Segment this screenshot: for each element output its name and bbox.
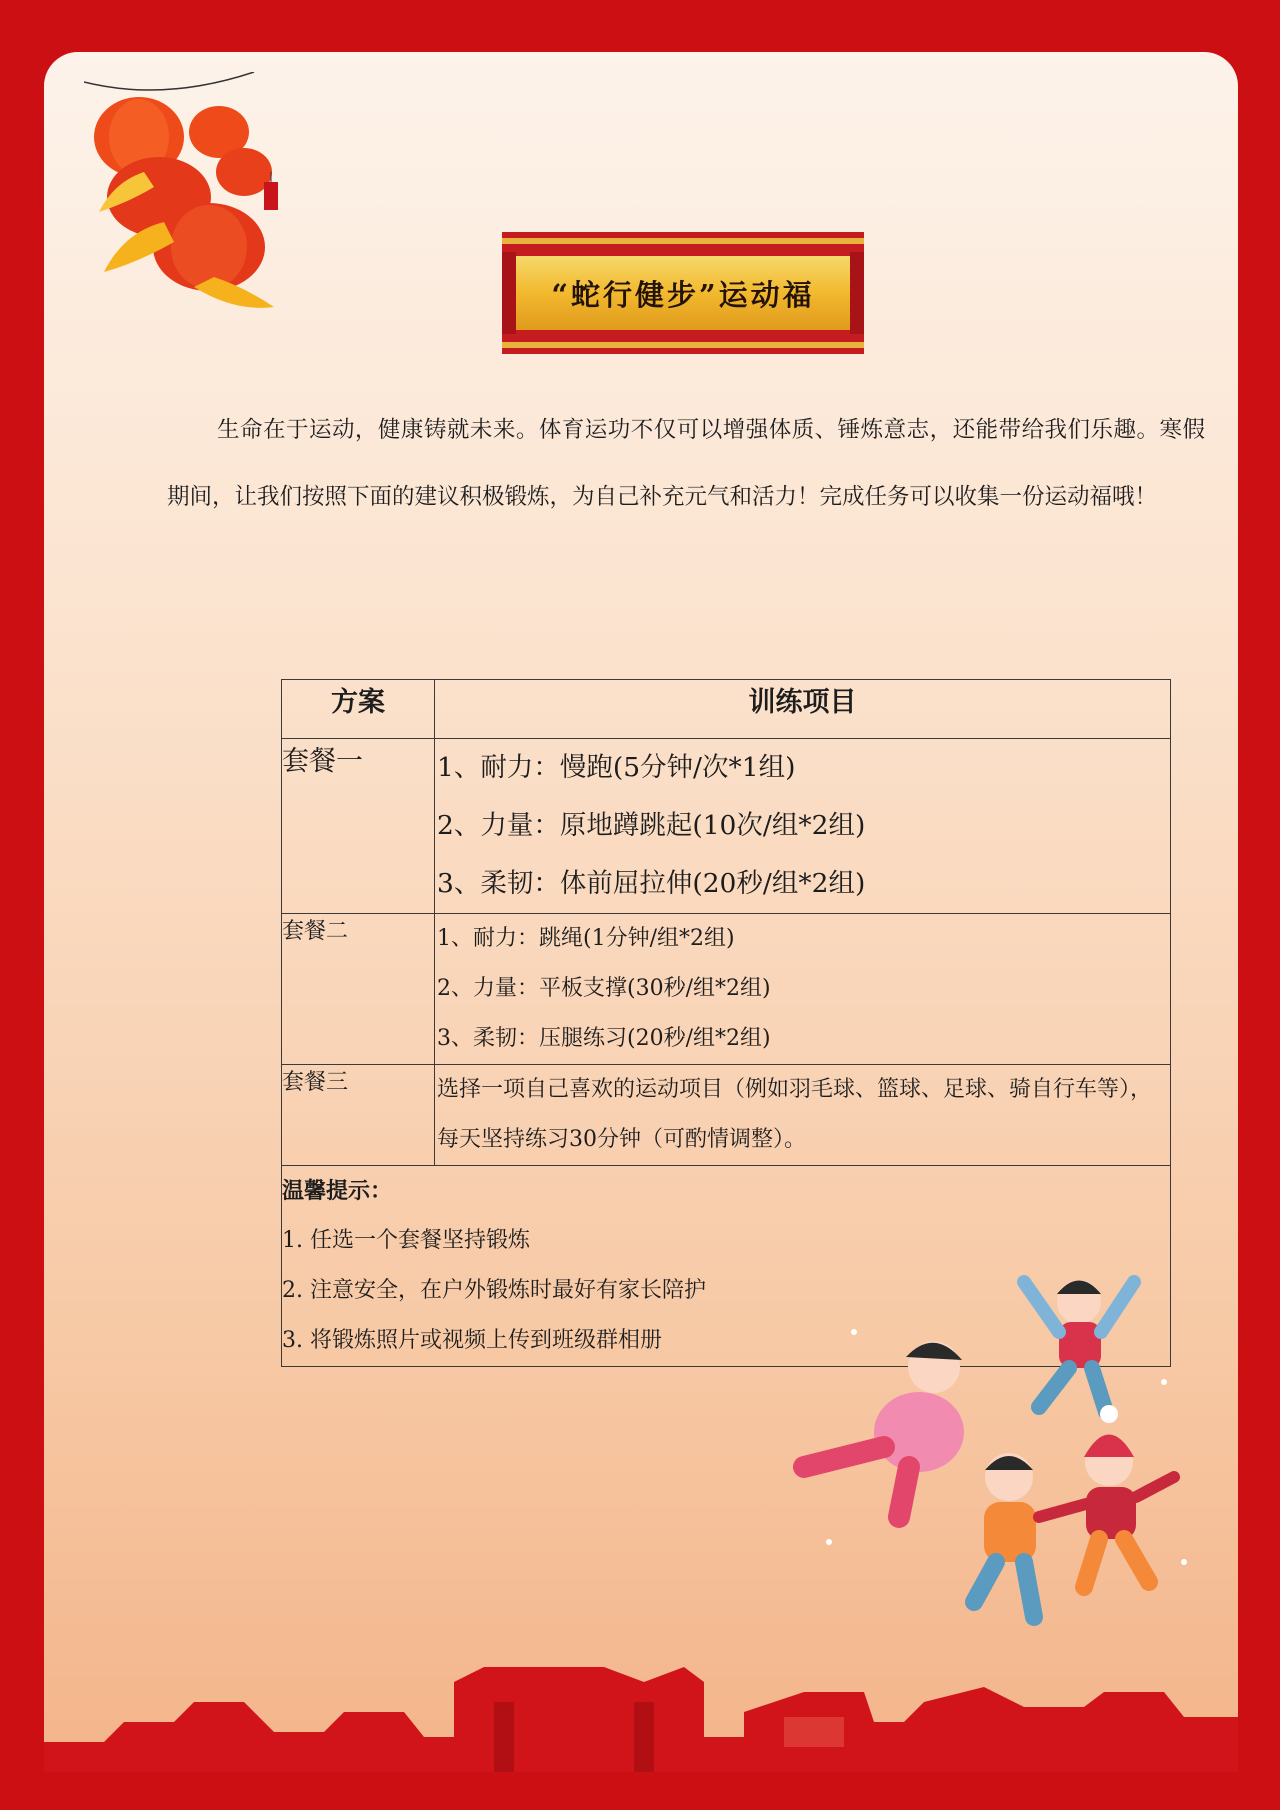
- intro-paragraph: 生命在于运动，健康铸就未来。体育运功不仅可以增强体质、锤炼意志，还能带给我们乐趣。寒假期间，让我们按照下面的建议积极锻炼，为自己补充元气和活力！完成任务可以收集一份运动福哦！: [167, 417, 1205, 510]
- plan3-text: 选择一项自己喜欢的运动项目（例如羽毛球、篮球、足球、骑自行车等），每天坚持练习30分钟（可酌情调整）。: [437, 1077, 1153, 1152]
- bottom-frame-band: [0, 1772, 1280, 1810]
- tips-title: 温馨提示：: [282, 1178, 393, 1204]
- plan3-text-cell: [435, 1065, 1171, 1166]
- table-row: [282, 914, 1171, 1065]
- table-row: [282, 739, 1171, 914]
- plan1-item-3: 3、柔韧：体前屈拉伸(20秒/组*2组): [437, 868, 866, 899]
- architecture-skyline-icon: [44, 1662, 1238, 1772]
- plan1-items: [435, 739, 1171, 914]
- plan1-item-1: 1、耐力：慢跑(5分钟/次*1组): [437, 752, 796, 783]
- lantern-decoration-icon: [84, 72, 314, 322]
- plan2-items: [435, 914, 1171, 1065]
- plan2-item-3: 3、柔韧：压腿练习(20秒/组*2组): [437, 1026, 771, 1051]
- tip-3: 3. 将锻炼照片或视频上传到班级群相册: [282, 1328, 662, 1353]
- plan2-name: 套餐二: [282, 914, 435, 1065]
- plan2-item-2: 2、力量：平板支撑(30秒/组*2组): [437, 976, 771, 1001]
- plan3-name: 套餐三: [282, 1065, 435, 1166]
- plan1-item-2: 2、力量：原地蹲跳起(10次/组*2组): [437, 810, 866, 841]
- header-plan: 方案: [282, 680, 435, 739]
- children-playing-illustration: [734, 1242, 1214, 1662]
- paper-background: [44, 52, 1238, 1772]
- table-header-row: [282, 680, 1171, 739]
- title-banner-area: [502, 232, 864, 354]
- page-title: “蛇行健步”运动福: [551, 277, 815, 312]
- tip-1: 1. 任选一个套餐坚持锻炼: [282, 1228, 530, 1253]
- plan2-item-1: 1、耐力：跳绳(1分钟/组*2组): [437, 926, 735, 951]
- header-items: 训练项目: [435, 680, 1171, 739]
- table-row: [282, 1065, 1171, 1166]
- plan1-name: 套餐一: [282, 739, 435, 914]
- tip-2: 2. 注意安全，在户外锻炼时最好有家长陪护: [282, 1278, 706, 1303]
